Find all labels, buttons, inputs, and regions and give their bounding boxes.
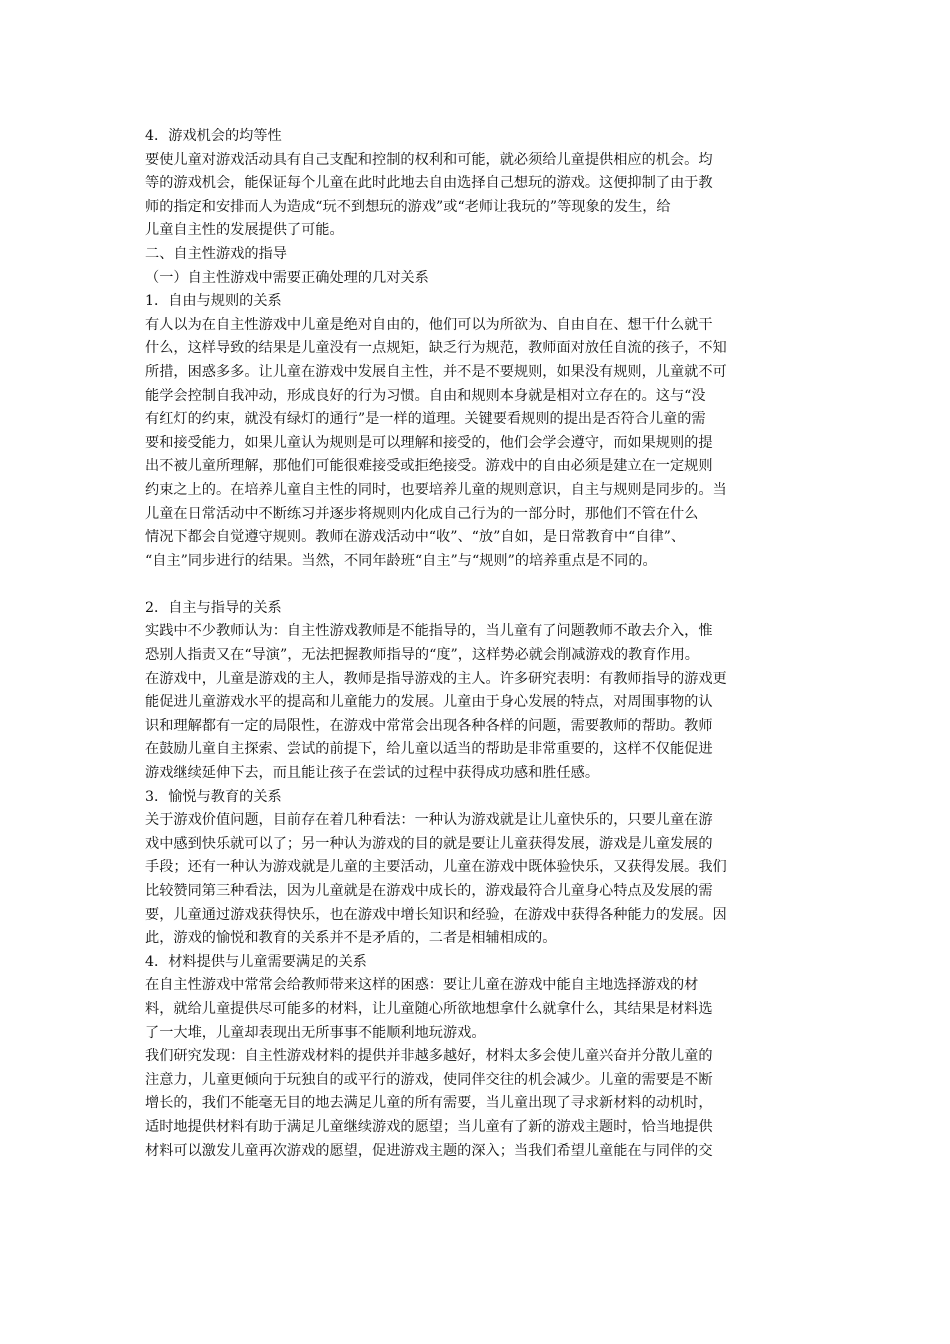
paragraph-line: 在游戏中，儿童是游戏的主人，教师是指导游戏的主人。许多研究表明：有教师指导的游戏更: [145, 670, 727, 687]
paragraph-line: 适时地提供材料有助于满足儿童继续游戏的愿望；当儿童有了新的游戏主题时，恰当地提供: [145, 1118, 713, 1135]
blank-line: [145, 573, 810, 597]
paragraph-line: 在鼓励儿童自主探索、尝试的前提下，给儿童以适当的帮助是非常重要的，这样不仅能促进: [145, 741, 713, 758]
paragraph-line: 所措，困惑多多。让儿童在游戏中发展自主性，并不是不要规则，如果没有规则，儿童就不可: [145, 363, 727, 380]
paragraph-line: 料，就给儿童提供尽可能多的材料，让儿童随心所欲地想拿什么就拿什么，其结果是材料选: [145, 1000, 713, 1017]
paragraph-line: 情况下都会自觉遵守规则。教师在游戏活动中“收”、“放”自如，是日常教育中“自律”、: [145, 529, 686, 546]
heading-equal-opportunity: 4．游戏机会的均等性: [145, 128, 282, 144]
paragraph-line: 手段；还有一种认为游戏就是儿童的主要活动，儿童在游戏中既体验快乐，又获得发展。我们: [145, 859, 727, 876]
paragraph-line: 什么，这样导致的结果是儿童没有一点规矩，缺乏行为规范，教师面对放任自流的孩子，不知: [145, 340, 727, 357]
paragraph-line: 要，儿童通过游戏获得快乐，也在游戏中增长知识和经验，在游戏中获得各种能力的发展。因: [145, 906, 727, 923]
paragraph-line: 注意力，儿童更倾向于玩独自的或平行的游戏，使同伴交往的机会减少。儿童的需要是不断: [145, 1071, 713, 1088]
paragraph-line: 要使儿童对游戏活动具有自己支配和控制的权利和可能，就必须给儿童提供相应的机会。均: [145, 151, 713, 168]
heading-autonomy-guidance: 2．自主与指导的关系: [145, 599, 282, 616]
paragraph-line: 戏中感到快乐就可以了；另一种认为游戏的目的就是要让儿童获得发展，游戏是儿童发展的: [145, 835, 713, 852]
section-heading-guidance: 二、自主性游戏的指导: [145, 245, 287, 262]
paragraph-line: 有红灯的约束，就没有绿灯的通行”是一样的道理。关键要看规则的提出是否符合儿童的需: [145, 411, 706, 428]
heading-freedom-rules: 1．自由与规则的关系: [145, 293, 282, 310]
paragraph-line: 恐别人指责又在“导演”，无法把握教师指导的“度”，这样势必就会削减游戏的教育作用。: [145, 647, 699, 664]
paragraph-line: “自主”同步进行的结果。当然，不同年龄班“自主”与“规则”的培养重点是不同的。: [145, 552, 657, 569]
paragraph-line: 在自主性游戏中常常会给教师带来这样的困惑：要让儿童在游戏中能自主地选择游戏的材: [145, 977, 699, 994]
paragraph-line: 等的游戏机会，能保证每个儿童在此时此地去自由选择自己想玩的游戏。这便抑制了由于教: [145, 175, 713, 192]
paragraph-line: 出不被儿童所理解，那他们可能很难接受或拒绝接受。游戏中的自由必须是建立在一定规则: [145, 458, 713, 475]
paragraph-line: 要和接受能力，如果儿童认为规则是可以理解和接受的，他们会学会遵守，而如果规则的提: [145, 434, 713, 451]
paragraph-line: 儿童在日常活动中不断练习并逐步将规则内化成自己行为的一部分时，那他们不管在什么: [145, 505, 699, 522]
paragraph-line: 有人以为在自主性游戏中儿童是绝对自由的，他们可以为所欲为、自由自在、想干什么就干: [145, 316, 713, 333]
paragraph-line: 实践中不少教师认为：自主性游戏教师是不能指导的，当儿童有了问题教师不敢去介入，惟: [145, 623, 713, 640]
paragraph-line: 了一大堆，儿童却表现出无所事事不能顺利地玩游戏。: [145, 1024, 486, 1041]
paragraph-line: 比较赞同第三种看法，因为儿童就是在游戏中成长的，游戏最符合儿童身心特点及发展的需: [145, 883, 713, 899]
paragraph-line: 游戏继续延伸下去，而且能让孩子在尝试的过程中获得成功感和胜任感。: [145, 765, 600, 782]
paragraph-line: 增长的，我们不能毫无目的地去满足儿童的所有需要，当儿童出现了寻求新材料的动机时，: [145, 1095, 713, 1112]
paragraph-line: 材料可以激发儿童再次游戏的愿望，促进游戏主题的深入；当我们希望儿童能在与同伴的交: [145, 1142, 713, 1159]
paragraph-line: 能学会控制自我冲动，形成良好的行为习惯。自由和规则本身就是相对立存在的。这与“没: [145, 387, 706, 404]
heading-pleasure-education: 3．愉悦与教育的关系: [145, 788, 282, 805]
subsection-heading-relations: （一）自主性游戏中需要正确处理的几对关系: [145, 269, 429, 286]
paragraph-line: 约束之上的。在培养儿童自主性的同时，也要培养儿童的规则意识，自主与规则是同步的。当: [145, 481, 727, 498]
paragraph-line: 师的指定和安排而人为造成“玩不到想玩的游戏”或“老师让我玩的”等现象的发生，给: [145, 198, 671, 215]
document-page: [145, 125, 810, 1163]
paragraph-line: 儿童自主性的发展提供了可能。: [145, 222, 344, 239]
paragraph-line: 能促进儿童游戏水平的提高和儿童能力的发展。儿童由于身心发展的特点，对周围事物的认: [145, 694, 713, 711]
paragraph-line: 我们研究发现：自主性游戏材料的提供并非越多越好，材料太多会使儿童兴奋并分散儿童的: [145, 1048, 713, 1065]
heading-materials-needs: 4．材料提供与儿童需要满足的关系: [145, 953, 367, 970]
paragraph-line: 识和理解都有一定的局限性，在游戏中常常会出现各种各样的问题，需要教师的帮助。教师: [145, 717, 713, 734]
paragraph-line: 关于游戏价值问题，目前存在着几种看法：一种认为游戏就是让儿童快乐的，只要儿童在游: [145, 812, 713, 829]
paragraph-line: 此，游戏的愉悦和教育的关系并不是矛盾的，二者是相辅相成的。: [145, 930, 557, 947]
